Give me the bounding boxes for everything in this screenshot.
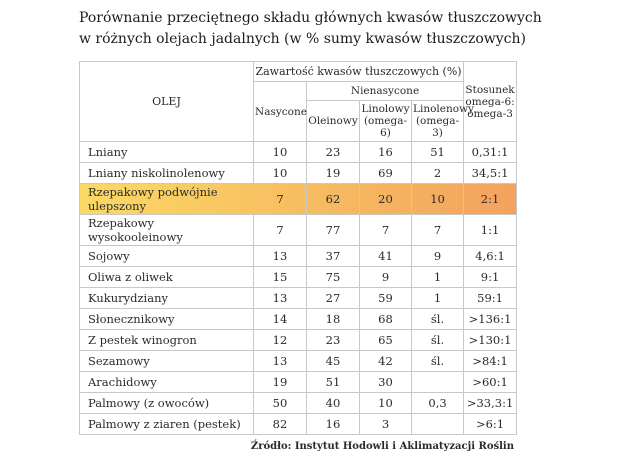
linolenic-cell: 10 [412,184,464,215]
linoleic-cell: 20 [360,184,412,215]
oil-name-cell: Kukurydziany [80,288,254,309]
table-row [80,330,517,351]
linolenic-cell: 1 [412,267,464,288]
table-header [80,62,517,142]
saturated-cell: 13 [254,288,307,309]
oleic-cell: 40 [307,393,360,414]
linolenic-cell: 1 [412,288,464,309]
saturated-cell: 7 [254,215,307,246]
linoleic-cell: 30 [360,372,412,393]
oleic-cell: 18 [307,309,360,330]
oleic-cell: 37 [307,246,360,267]
linoleic-cell: 16 [360,142,412,163]
oil-name-cell: Sojowy [80,246,254,267]
oil-name-cell: Lniany [80,142,254,163]
saturated-cell: 14 [254,309,307,330]
oil-name-cell: Rzepakowy wysokooleinowy [80,215,254,246]
saturated-cell: 13 [254,246,307,267]
header-content-group: Zawartość kwasów tłuszczowych (%) [254,62,464,82]
oil-name-cell: Palmowy (z owoców) [80,393,254,414]
ratio-cell: 59:1 [464,288,517,309]
ratio-cell: >130:1 [464,330,517,351]
oil-name-cell: Rzepakowy podwójnie ulepszony [80,184,254,215]
table-row [80,393,517,414]
header-row-1 [80,62,517,82]
linoleic-cell: 69 [360,163,412,184]
linolenic-cell: 2 [412,163,464,184]
saturated-cell: 13 [254,351,307,372]
oleic-cell: 62 [307,184,360,215]
linolenic-cell: śl. [412,309,464,330]
oil-name-cell: Arachidowy [80,372,254,393]
table-row [80,288,517,309]
ratio-cell: 0,31:1 [464,142,517,163]
saturated-cell: 12 [254,330,307,351]
oil-name-cell: Oliwa z oliwek [80,267,254,288]
ratio-cell: 34,5:1 [464,163,517,184]
linoleic-cell: 10 [360,393,412,414]
oleic-cell: 75 [307,267,360,288]
linoleic-cell: 59 [360,288,412,309]
source-credit: Źródło: Instytut Hodowli i Aklimatyzacji Roślin [250,441,514,452]
saturated-cell: 7 [254,184,307,215]
fatty-acids-table [79,61,517,435]
linoleic-cell: 7 [360,215,412,246]
ratio-cell: >136:1 [464,309,517,330]
header-linolenic: Linolenowy (omega-3) [412,101,464,142]
ratio-cell: >60:1 [464,372,517,393]
title-line-2: w różnych olejach jadalnych (w % sumy kwasów tłuszczowych) [79,31,527,47]
ratio-cell: >84:1 [464,351,517,372]
oil-name-cell: Sezamowy [80,351,254,372]
table-row [80,267,517,288]
linolenic-cell: 0,3 [412,393,464,414]
oleic-cell: 16 [307,414,360,435]
linolenic-cell: 9 [412,246,464,267]
linolenic-cell: śl. [412,330,464,351]
linoleic-cell: 42 [360,351,412,372]
content-column [79,8,542,452]
saturated-cell: 10 [254,142,307,163]
linoleic-cell: 68 [360,309,412,330]
oleic-cell: 23 [307,142,360,163]
saturated-cell: 10 [254,163,307,184]
ratio-cell: 1:1 [464,215,517,246]
ratio-cell: >6:1 [464,414,517,435]
table-row [80,246,517,267]
linolenic-cell: 7 [412,215,464,246]
oil-name-cell: Lniany niskolinolenowy [80,163,254,184]
table-row [80,309,517,330]
table-row [80,372,517,393]
ratio-cell: 9:1 [464,267,517,288]
linolenic-cell [412,414,464,435]
ratio-cell: >33,3:1 [464,393,517,414]
linolenic-cell: 51 [412,142,464,163]
title-line-1: Porównanie przeciętnego składu głównych kwasów tłuszczowych [79,10,542,26]
linoleic-cell: 41 [360,246,412,267]
table-body [80,142,517,435]
header-unsaturated-group: Nienasycone [307,82,464,101]
oleic-cell: 27 [307,288,360,309]
table-row-highlighted [80,184,517,215]
table-row [80,351,517,372]
linoleic-cell: 9 [360,267,412,288]
table-row [80,163,517,184]
header-saturated: Nasycone [254,82,307,142]
saturated-cell: 50 [254,393,307,414]
oleic-cell: 77 [307,215,360,246]
header-ratio: Stosunek omega-6: omega-3 [464,62,517,142]
saturated-cell: 19 [254,372,307,393]
header-oil: OLEJ [80,62,254,142]
table-row [80,414,517,435]
ratio-cell: 4,6:1 [464,246,517,267]
oleic-cell: 19 [307,163,360,184]
header-oleic: Oleinowy [307,101,360,142]
header-linoleic: Linolowy (omega-6) [360,101,412,142]
saturated-cell: 82 [254,414,307,435]
linolenic-cell: śl. [412,351,464,372]
linoleic-cell: 65 [360,330,412,351]
linolenic-cell [412,372,464,393]
oleic-cell: 45 [307,351,360,372]
table-row [80,142,517,163]
saturated-cell: 15 [254,267,307,288]
oleic-cell: 51 [307,372,360,393]
table-row [80,215,517,246]
ratio-cell: 2:1 [464,184,517,215]
oil-name-cell: Słonecznikowy [80,309,254,330]
oleic-cell: 23 [307,330,360,351]
linoleic-cell: 3 [360,414,412,435]
oil-name-cell: Palmowy z ziaren (pestek) [80,414,254,435]
page-title [79,8,542,50]
oil-name-cell: Z pestek winogron [80,330,254,351]
